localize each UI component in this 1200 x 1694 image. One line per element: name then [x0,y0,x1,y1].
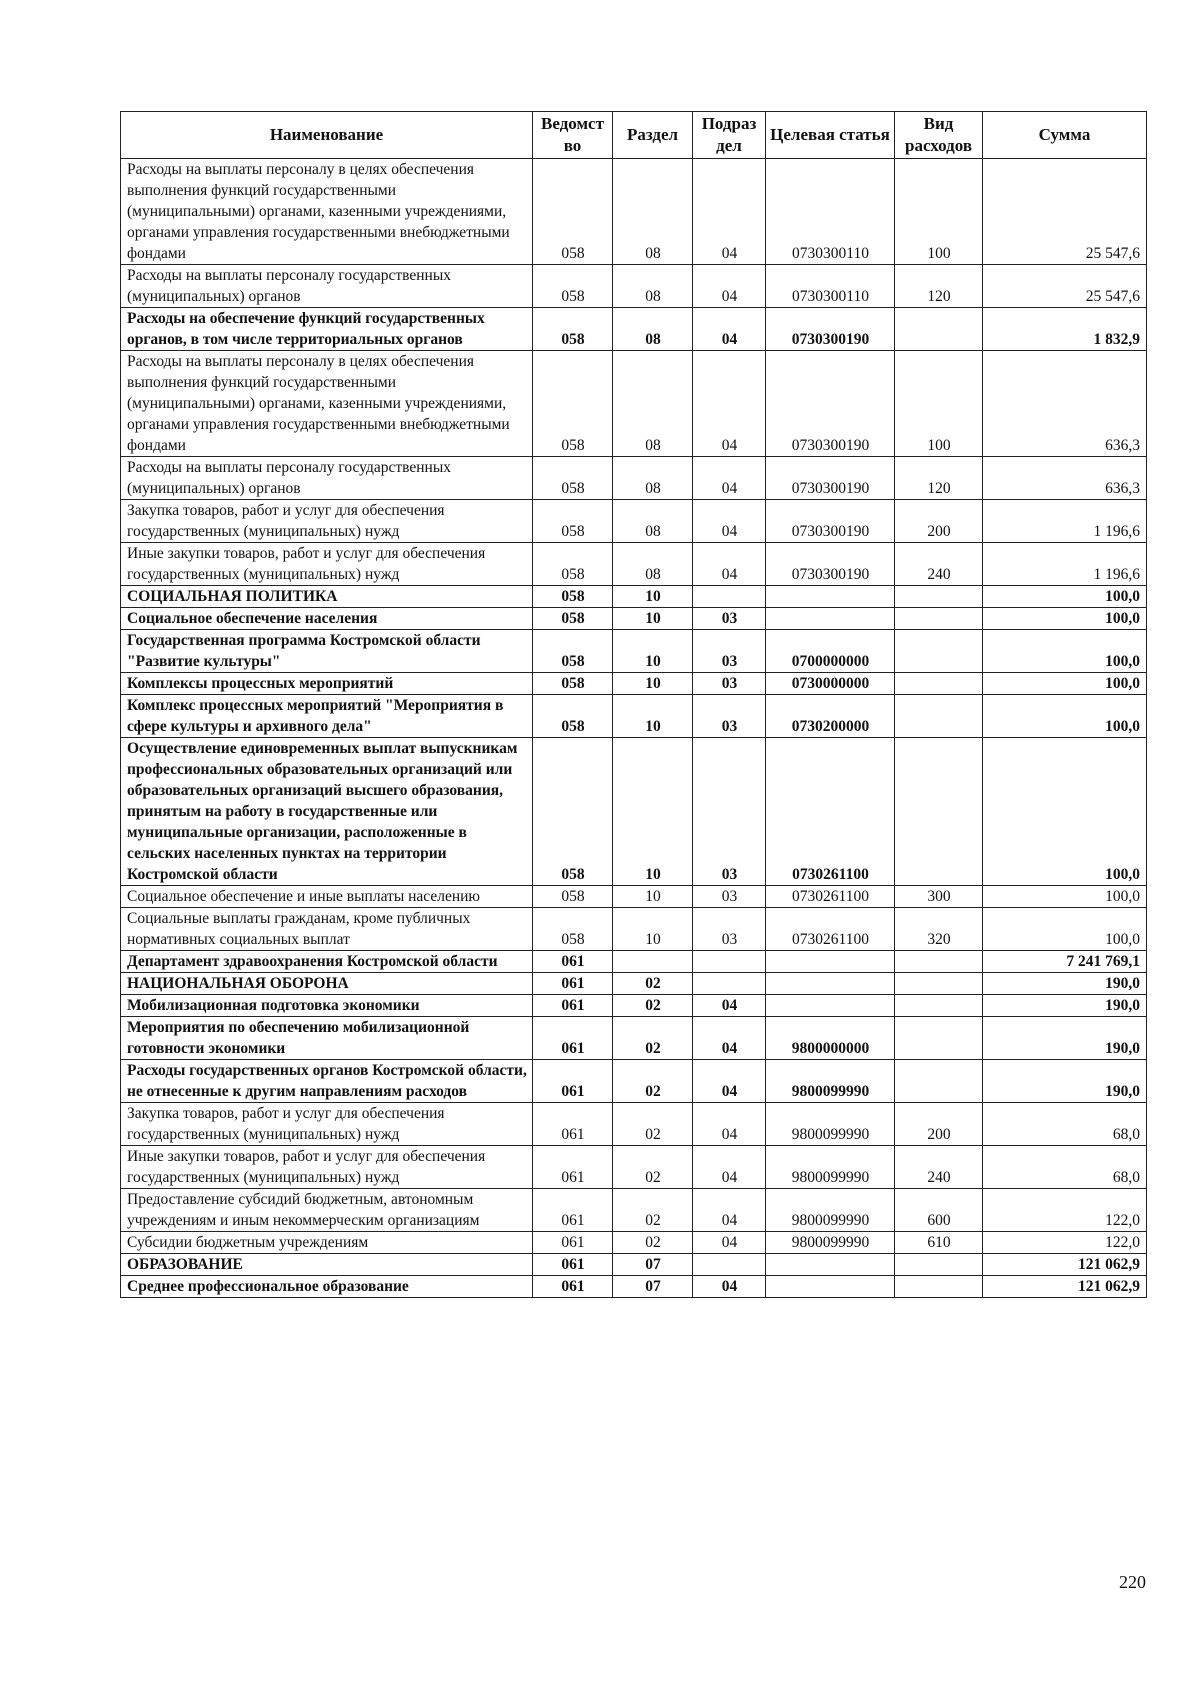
row-celevaya-statya: 9800099990 [766,1060,895,1103]
row-razdel: 02 [613,1146,693,1189]
row-summa: 121 062,9 [983,1254,1147,1276]
row-vedomstvo: 058 [533,630,613,673]
row-name: Расходы на выплаты персоналу государственных (муниципальных) органов [121,457,533,500]
row-razdel: 08 [613,308,693,351]
table-row [121,543,1147,586]
row-vedomstvo: 058 [533,673,613,695]
table-row [121,457,1147,500]
row-podrazdel: 03 [693,908,766,951]
row-celevaya-statya: 0730261100 [766,908,895,951]
row-razdel: 10 [613,673,693,695]
row-podrazdel: 03 [693,673,766,695]
row-name: Осуществление единовременных выплат выпускникам профессиональных образовательных организаций или образовательных организаций высшего образования, принятым на работу в государственные или муниципальные организации, расположенные в сельских населенных пунктах на территории Костромской области [121,738,533,886]
row-vid-rashodov: 120 [895,265,983,308]
row-podrazdel: 04 [693,159,766,265]
table-row [121,1017,1147,1060]
row-razdel: 02 [613,995,693,1017]
row-vid-rashodov [895,308,983,351]
row-summa: 1 196,6 [983,543,1147,586]
row-vedomstvo: 061 [533,1146,613,1189]
row-vid-rashodov [895,1017,983,1060]
row-name: Закупка товаров, работ и услуг для обеспечения государственных (муниципальных) нужд [121,1103,533,1146]
row-vid-rashodov [895,1254,983,1276]
header-celevaya-statya: Целевая статья [766,112,895,159]
row-razdel: 02 [613,1017,693,1060]
row-vedomstvo: 061 [533,1276,613,1298]
row-razdel: 10 [613,738,693,886]
row-celevaya-statya: 0730300190 [766,351,895,457]
row-celevaya-statya: 0730300190 [766,308,895,351]
row-name: Комплекс процессных мероприятий "Мероприятия в сфере культуры и архивного дела" [121,695,533,738]
row-vid-rashodov: 100 [895,351,983,457]
row-summa: 68,0 [983,1103,1147,1146]
row-vedomstvo: 058 [533,738,613,886]
row-celevaya-statya [766,951,895,973]
row-summa: 100,0 [983,586,1147,608]
row-vid-rashodov: 200 [895,500,983,543]
row-summa: 68,0 [983,1146,1147,1189]
row-name: Расходы на обеспечение функций государственных органов, в том числе территориальных органов [121,308,533,351]
row-podrazdel: 03 [693,630,766,673]
row-vid-rashodov: 320 [895,908,983,951]
row-razdel: 10 [613,630,693,673]
row-podrazdel: 03 [693,886,766,908]
table-row [121,586,1147,608]
row-summa: 190,0 [983,995,1147,1017]
row-name: Расходы на выплаты персоналу в целях обеспечения выполнения функций государственными (муниципальными) органами, казенными учреждениями, органами управления государственными внебюджетными фондами [121,351,533,457]
row-celevaya-statya: 9800099990 [766,1146,895,1189]
header-podrazdel: Подраз дел [693,112,766,159]
row-vid-rashodov: 120 [895,457,983,500]
row-razdel: 07 [613,1276,693,1298]
row-razdel: 08 [613,543,693,586]
row-celevaya-statya: 0730300190 [766,457,895,500]
row-podrazdel: 04 [693,457,766,500]
table-body [121,159,1147,1298]
row-podrazdel: 03 [693,738,766,886]
row-name: ОБРАЗОВАНИЕ [121,1254,533,1276]
row-vid-rashodov: 100 [895,159,983,265]
row-vid-rashodov [895,1060,983,1103]
row-vedomstvo: 058 [533,457,613,500]
row-summa: 122,0 [983,1232,1147,1254]
table-row [121,1189,1147,1232]
row-celevaya-statya: 9800099990 [766,1103,895,1146]
row-name: Государственная программа Костромской области "Развитие культуры" [121,630,533,673]
row-razdel: 02 [613,1103,693,1146]
table-row [121,308,1147,351]
header-vid-rashodov: Вид расходов [895,112,983,159]
row-vid-rashodov: 300 [895,886,983,908]
row-podrazdel [693,1254,766,1276]
row-razdel: 02 [613,1189,693,1232]
header-vedomstvo: Ведомст во [533,112,613,159]
page-number: 220 [1119,1572,1146,1592]
row-podrazdel: 04 [693,308,766,351]
row-podrazdel: 04 [693,351,766,457]
row-razdel: 02 [613,973,693,995]
row-celevaya-statya: 0730300190 [766,543,895,586]
row-vid-rashodov [895,695,983,738]
row-vedomstvo: 058 [533,308,613,351]
header-row [121,112,1147,159]
row-name: Закупка товаров, работ и услуг для обеспечения государственных (муниципальных) нужд [121,500,533,543]
row-celevaya-statya: 9800000000 [766,1017,895,1060]
row-vedomstvo: 058 [533,586,613,608]
row-podrazdel: 04 [693,1146,766,1189]
table-row [121,265,1147,308]
row-vedomstvo: 061 [533,1060,613,1103]
row-podrazdel: 04 [693,1103,766,1146]
row-celevaya-statya: 0730261100 [766,886,895,908]
budget-table [120,111,1147,1298]
row-celevaya-statya: 9800099990 [766,1189,895,1232]
row-summa: 121 062,9 [983,1276,1147,1298]
row-summa: 25 547,6 [983,159,1147,265]
table-row [121,351,1147,457]
row-vedomstvo: 058 [533,265,613,308]
table-row [121,886,1147,908]
row-vedomstvo: 061 [533,1189,613,1232]
row-vedomstvo: 061 [533,973,613,995]
row-summa: 100,0 [983,608,1147,630]
row-vedomstvo: 061 [533,1103,613,1146]
row-name: Расходы государственных органов Костромской области, не отнесенные к другим направлениям расходов [121,1060,533,1103]
row-podrazdel [693,951,766,973]
row-vedomstvo: 058 [533,908,613,951]
row-razdel: 08 [613,457,693,500]
table-row [121,1060,1147,1103]
row-razdel: 10 [613,695,693,738]
row-vid-rashodov [895,1276,983,1298]
row-podrazdel: 04 [693,995,766,1017]
row-summa: 636,3 [983,351,1147,457]
row-celevaya-statya [766,1276,895,1298]
row-vedomstvo: 061 [533,1017,613,1060]
row-summa: 100,0 [983,630,1147,673]
row-name: СОЦИАЛЬНАЯ ПОЛИТИКА [121,586,533,608]
row-name: Расходы на выплаты персоналу государственных (муниципальных) органов [121,265,533,308]
row-name: Социальные выплаты гражданам, кроме публичных нормативных социальных выплат [121,908,533,951]
row-razdel: 02 [613,1060,693,1103]
table-row [121,995,1147,1017]
table-row [121,1254,1147,1276]
row-vid-rashodov: 610 [895,1232,983,1254]
row-name: Расходы на выплаты персоналу в целях обеспечения выполнения функций государственными (муниципальными) органами, казенными учреждениями, органами управления государственными внебюджетными фондами [121,159,533,265]
row-podrazdel: 04 [693,265,766,308]
row-podrazdel: 04 [693,1017,766,1060]
row-podrazdel: 04 [693,1232,766,1254]
row-vid-rashodov [895,738,983,886]
row-name: Мероприятия по обеспечению мобилизационной готовности экономики [121,1017,533,1060]
row-summa: 636,3 [983,457,1147,500]
row-vedomstvo: 058 [533,886,613,908]
row-name: Мобилизационная подготовка экономики [121,995,533,1017]
table-row [121,738,1147,886]
row-celevaya-statya [766,995,895,1017]
row-razdel: 07 [613,1254,693,1276]
row-razdel: 10 [613,886,693,908]
row-razdel: 10 [613,908,693,951]
row-podrazdel: 04 [693,500,766,543]
row-razdel: 08 [613,500,693,543]
row-celevaya-statya: 0700000000 [766,630,895,673]
row-vedomstvo: 058 [533,543,613,586]
row-celevaya-statya: 0730261100 [766,738,895,886]
row-summa: 100,0 [983,886,1147,908]
row-name: Субсидии бюджетным учреждениям [121,1232,533,1254]
row-summa: 1 832,9 [983,308,1147,351]
row-summa: 100,0 [983,908,1147,951]
table-row [121,1276,1147,1298]
row-razdel: 08 [613,351,693,457]
row-name: Среднее профессиональное образование [121,1276,533,1298]
row-celevaya-statya [766,973,895,995]
row-name: Предоставление субсидий бюджетным, автономным учреждениям и иным некоммерческим организациям [121,1189,533,1232]
row-vedomstvo: 061 [533,1254,613,1276]
row-celevaya-statya: 9800099990 [766,1232,895,1254]
row-vedomstvo: 061 [533,1232,613,1254]
table-row [121,695,1147,738]
row-celevaya-statya [766,1254,895,1276]
row-vid-rashodov [895,951,983,973]
table-row [121,951,1147,973]
row-podrazdel: 04 [693,1276,766,1298]
row-podrazdel [693,973,766,995]
row-celevaya-statya: 0730000000 [766,673,895,695]
row-summa: 25 547,6 [983,265,1147,308]
row-vedomstvo: 058 [533,608,613,630]
row-summa: 1 196,6 [983,500,1147,543]
row-vid-rashodov [895,973,983,995]
row-summa: 7 241 769,1 [983,951,1147,973]
row-summa: 190,0 [983,1060,1147,1103]
row-summa: 190,0 [983,1017,1147,1060]
row-vedomstvo: 058 [533,159,613,265]
table-row [121,908,1147,951]
row-podrazdel: 04 [693,543,766,586]
table-row [121,608,1147,630]
row-vid-rashodov [895,586,983,608]
header-name: Наименование [121,112,533,159]
row-vid-rashodov: 600 [895,1189,983,1232]
table-row [121,1232,1147,1254]
row-celevaya-statya [766,586,895,608]
row-celevaya-statya: 0730300190 [766,500,895,543]
row-podrazdel [693,586,766,608]
row-vedomstvo: 061 [533,995,613,1017]
row-name: Департамент здравоохранения Костромской области [121,951,533,973]
row-podrazdel: 03 [693,608,766,630]
row-razdel [613,951,693,973]
row-summa: 100,0 [983,695,1147,738]
row-name: Социальное обеспечение и иные выплаты населению [121,886,533,908]
row-name: Комплексы процессных мероприятий [121,673,533,695]
row-razdel: 08 [613,265,693,308]
row-summa: 100,0 [983,738,1147,886]
row-name: Иные закупки товаров, работ и услуг для обеспечения государственных (муниципальных) нужд [121,543,533,586]
row-podrazdel: 03 [693,695,766,738]
row-celevaya-statya: 0730200000 [766,695,895,738]
table-row [121,1103,1147,1146]
header-summa: Сумма [983,112,1147,159]
row-razdel: 10 [613,586,693,608]
row-vid-rashodov: 200 [895,1103,983,1146]
row-vid-rashodov [895,608,983,630]
row-vid-rashodov: 240 [895,543,983,586]
row-name: Социальное обеспечение населения [121,608,533,630]
row-vid-rashodov [895,995,983,1017]
table-row [121,630,1147,673]
row-vedomstvo: 058 [533,500,613,543]
row-vedomstvo: 061 [533,951,613,973]
table-row [121,159,1147,265]
row-celevaya-statya: 0730300110 [766,265,895,308]
row-podrazdel: 04 [693,1060,766,1103]
row-name: НАЦИОНАЛЬНАЯ ОБОРОНА [121,973,533,995]
table-row [121,673,1147,695]
row-razdel: 02 [613,1232,693,1254]
row-vedomstvo: 058 [533,351,613,457]
row-razdel: 08 [613,159,693,265]
row-vid-rashodov: 240 [895,1146,983,1189]
table-row [121,973,1147,995]
row-podrazdel: 04 [693,1189,766,1232]
row-celevaya-statya: 0730300110 [766,159,895,265]
row-vid-rashodov [895,630,983,673]
row-name: Иные закупки товаров, работ и услуг для обеспечения государственных (муниципальных) нужд [121,1146,533,1189]
row-summa: 122,0 [983,1189,1147,1232]
row-vid-rashodov [895,673,983,695]
row-razdel: 10 [613,608,693,630]
table-row [121,500,1147,543]
row-summa: 100,0 [983,673,1147,695]
row-celevaya-statya [766,608,895,630]
row-summa: 190,0 [983,973,1147,995]
table-row [121,1146,1147,1189]
header-razdel: Раздел [613,112,693,159]
row-vedomstvo: 058 [533,695,613,738]
